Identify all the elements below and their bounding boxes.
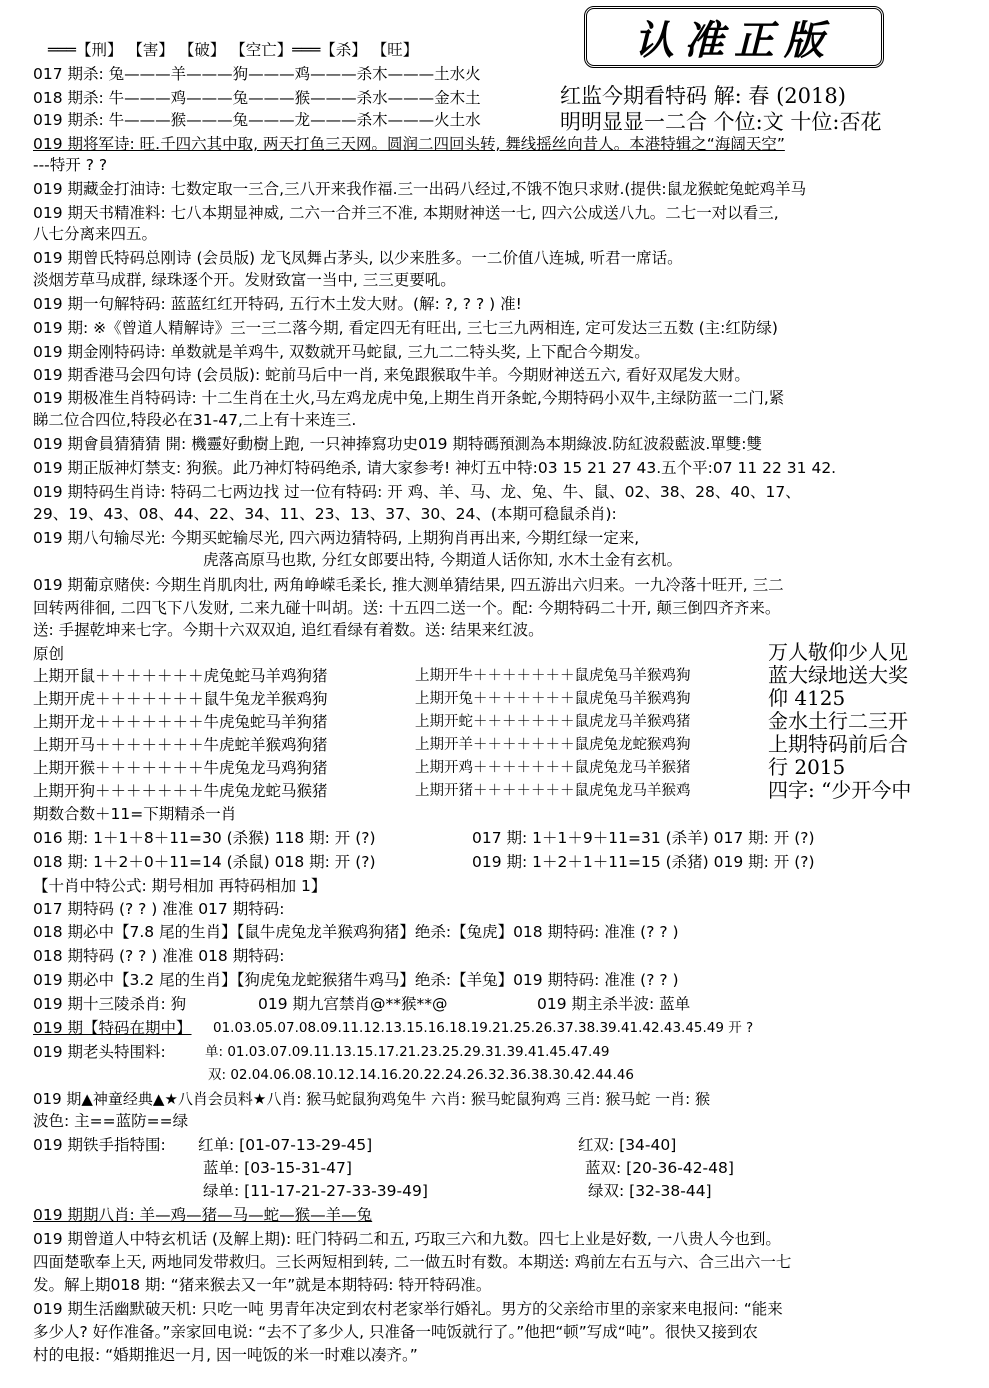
text-line: 019 期必中【3.2 尾的生肖】【狗虎兔龙蛇猴猪牛鸡马】绝杀:【羊兔】019 期特码: 准准 (? ? ): [33, 971, 679, 989]
tieshou-red-even: 红双: [34-40]: [578, 1136, 677, 1154]
zodiac-row-right: 上期开牛＋＋＋＋＋＋＋鼠虎兔马羊猴鸡狗: [415, 668, 691, 684]
tieshou-red-odd: 红单: [01-07-13-29-45]: [198, 1136, 373, 1154]
text-line: 019 期曾道人中特玄机话 (及解上期): 旺门特码二和五, 巧取三六和九数。四七上业是好数, 一八贵人今也到。: [33, 1230, 781, 1248]
text-line: 29、19、43、08、44、22、34、11、23、13、37、30、24、(本期可稳鼠杀肖):: [33, 505, 617, 523]
special-numbers: 01.03.05.07.08.09.11.12.13.15.16.18.19.21.25.26.37.38.39.41.42.43.45.49 开 ?: [213, 1020, 754, 1036]
special-label: 019 期【特码在期中】: [33, 1019, 192, 1037]
text-line: 019 期會員猜猜猜 開: 機靈好動樹上跑, 一只神捧寫功史019 期特碼預測為本期綠波.防紅波殺藍波.單雙:雙: [33, 435, 763, 453]
zodiac-row-right: 上期开鸡＋＋＋＋＋＋＋鼠虎兔龙马羊猴猪: [415, 760, 691, 776]
bazhao-line: 019 期期八肖: 羊—鸡—猪—马—蛇—猴—羊—兔: [33, 1206, 373, 1224]
text-line: 原创: [33, 645, 65, 663]
tieshou-blue-even: 蓝双: [20-36-42-48]: [585, 1159, 734, 1177]
text-line: 019 期曾氏特码总刚诗 (会员版) 龙飞凤舞占茅头, 以少来胜多。一二价值八连城, 听君一席话。: [33, 249, 683, 267]
text-line: 019 期天书精准料: 七八本期显神威, 二六一合并三不准, 本期财神送一七, 四六公成送八九。二七一对以看三,: [33, 204, 779, 222]
zodiac-row-left: 上期开狗＋＋＋＋＋＋＋牛虎兔龙蛇马猴猪: [33, 782, 328, 800]
tieshou-green-odd: 绿单: [11-17-21-27-33-39-49]: [203, 1182, 428, 1200]
formula-row: 017 期: 1＋1＋9＋11=31 (杀羊) 017 期: 开 (?): [472, 829, 815, 847]
text-line: ---特开 ? ?: [33, 156, 108, 174]
text-line: 019 期金刚特码诗: 单数就是羊鸡牛, 双数就开马蛇鼠, 三九二二特头奖, 上下配合今期发。: [33, 343, 650, 361]
kill-row: 018 期杀: 牛———鸡———兔———猴———杀水———金木土: [33, 89, 481, 107]
text-line: 019 期特码生肖诗: 特码二七两边找 过一位有特码: 开 鸡、羊、马、龙、兔、牛、鼠、02、38、28、40、17、: [33, 483, 801, 501]
text-line: 村的电报: “婚期推迟一月, 因一吨饭的米一时难以凑齐。”: [33, 1346, 418, 1364]
text-line: 019 期藏金打油诗: 七数定取一三合,三八开来我作福.三一出码八经过,不饿不饱只求财.(提供:鼠龙猴蛇兔蛇鸡羊马: [33, 180, 807, 198]
side-note: 万人敬仰少人见: [768, 640, 908, 664]
text-line: 019 期香港马会四句诗 (会员版): 蛇前马后中一肖, 来兔跟猴取牛羊。今期财神送五六, 看好双尾发大财。: [33, 366, 750, 384]
text-line: 四面楚歌奉上天, 两地同发带救归。三长两短相到转, 二一做五时有数。本期送: 鸡前左右五与六、合三出六一七: [33, 1253, 792, 1271]
text-line: 虎落高原马也欺, 分红女郎要出特, 今期道人话你知, 水木土金有玄机。: [203, 551, 683, 569]
text-line: 019 期葡京赌侠: 今期生肖肌肉壮, 两角峥嵘毛柔长, 推大测单猜结果, 四五游出六归来。一九冷落十旺开, 三二: [33, 576, 784, 594]
table-header: ═══【刑】 【害】 【破】 【空亡】═══【杀】 【旺】: [48, 41, 419, 59]
zodiac-row-left: 上期开鼠＋＋＋＋＋＋＋虎兔蛇马羊鸡狗猪: [33, 667, 328, 685]
text-line: 019 期▲神童经典▲★八肖会员料★八肖: 猴马蛇鼠狗鸡兔牛 六肖: 猴马蛇鼠狗鸡 三肖: 猴马蛇 一肖: 猴: [33, 1090, 710, 1108]
text-line: 019 期八句输尽光: 今期买蛇输尽光, 四六两边猜特码, 上期狗肖再出来, 今期红绿一定来,: [33, 529, 640, 547]
kill-tip: 019 期主杀半波: 蓝单: [537, 995, 691, 1013]
text-line: 019 期生活幽默破天机: 只吃一吨 男青年决定到农村老家举行婚礼。男方的父亲给市里的亲家来电报问: “能来: [33, 1300, 783, 1318]
side-note: 金水土行二三开: [768, 709, 908, 733]
zodiac-row-left: 上期开猴＋＋＋＋＋＋＋牛虎兔龙马鸡狗猪: [33, 759, 328, 777]
zodiac-row-right: 上期开猪＋＋＋＋＋＋＋鼠虎兔龙马羊猴鸡: [415, 783, 691, 799]
zodiac-row-right: 上期开羊＋＋＋＋＋＋＋鼠虎兔龙蛇猴鸡狗: [415, 737, 691, 753]
text-line: 送: 手握乾坤来七字。今期十六双双迫, 追红看绿有着数。送: 结果来红波。: [33, 621, 544, 639]
zodiac-row-right: 上期开兔＋＋＋＋＋＋＋鼠虎兔马羊猴鸡狗: [415, 691, 691, 707]
text-line: 019 期正版神灯禁支: 狗猴。此乃神灯特码绝杀, 请大家参考! 神灯五中特:03 15 21 27 43.五个平:07 11 22 31 42.: [33, 459, 837, 477]
text-line: 回转两徘徊, 二四飞下八发财, 二来九碰十叫胡。送: 十五四二送一个。配: 今期特码二十开, 颠三倒四齐齐来。: [33, 599, 781, 617]
text-line: 018 期必中【7.8 尾的生肖】【鼠牛虎兔龙羊猴鸡狗猪】绝杀:【兔虎】018 期特码: 准准 (? ? ): [33, 923, 679, 941]
header-note-2: 明明显显一二合 个位:文 十位:否花: [560, 110, 882, 134]
zodiac-row-right: 上期开蛇＋＋＋＋＋＋＋鼠虎龙马羊猴鸡猪: [415, 714, 691, 730]
text-line: 睇二位合四位,特段必在31-47,二上有十来连三.: [33, 411, 357, 429]
text-line: 多少人? 好作准备。”亲家回电说: “去不了多少人, 只准备一吨饭就行了。”他把“顿”写成“吨”。很快又接到农: [33, 1323, 758, 1341]
kill-tip: 019 期九宫禁肖@**猴**@: [258, 995, 448, 1013]
side-note: 四字: “少开今中: [768, 778, 912, 802]
side-note: 蓝大绿地送大奖: [768, 663, 908, 687]
side-note: 行 2015: [768, 755, 846, 779]
laotou-even: 双: 02.04.06.08.10.12.14.16.20.22.24.26.32.36.38.30.42.44.46: [208, 1067, 634, 1083]
text-line: 【十肖中特公式: 期号相加 再特码相加 1】: [33, 877, 327, 895]
tieshou-blue-odd: 蓝单: [03-15-31-47]: [203, 1159, 352, 1177]
laotou-label: 019 期老头特围料:: [33, 1043, 166, 1061]
text-line: 019 期将军诗: 旺.千四六其中取, 两天打鱼三天网。圆润二四回头转, 舞线摇丝向昔人。本港特辑之“海阔天空”: [33, 135, 785, 153]
side-note: 仰 4125: [768, 686, 846, 710]
side-note: 上期特码前后合: [768, 732, 908, 756]
text-line: 波色: 主==蓝防==绿: [33, 1112, 189, 1130]
zodiac-row-left: 上期开虎＋＋＋＋＋＋＋鼠牛兔龙羊猴鸡狗: [33, 690, 328, 708]
kill-row: 019 期杀: 牛———猴———兔———龙———杀木———火土水: [33, 111, 481, 129]
formula-title: 期数合数＋11=下期精杀一肖: [33, 805, 237, 823]
laotou-odd: 单: 01.03.07.09.11.13.15.17.21.23.25.29.31.39.41.45.47.49: [205, 1044, 610, 1060]
zodiac-row-left: 上期开马＋＋＋＋＋＋＋牛虎蛇羊猴鸡狗猪: [33, 736, 328, 754]
authentic-stamp: 认准正版: [584, 6, 884, 68]
text-line: 018 期特码 (? ? ) 准准 018 期特码:: [33, 947, 285, 965]
text-line: 八七分离来四五。: [33, 225, 158, 243]
text-line: 019 期一句解特码: 蓝蓝红红开特码, 五行木土发大财。(解: ?, ? ? ) 准!: [33, 295, 522, 313]
text-line: 017 期特码 (? ? ) 准准 017 期特码:: [33, 900, 285, 918]
text-line: 019 期极准生肖特码诗: 十二生肖在土火,马左鸡龙虎中兔,上期生肖开条蛇,今期特码小双牛,主绿防蓝一二门,紧: [33, 389, 785, 407]
kill-row: 017 期杀: 兔———羊———狗———鸡———杀木———土水火: [33, 65, 481, 83]
text-line: 发。解上期018 期: “猪来猴去又一年”就是本期特码: 特开特码准。: [33, 1276, 492, 1294]
formula-row: 016 期: 1＋1＋8＋11=30 (杀猴) 118 期: 开 (?): [33, 829, 376, 847]
formula-row: 018 期: 1＋2＋0＋11=14 (杀鼠) 018 期: 开 (?): [33, 853, 376, 871]
text-line: 019 期: ※《曾道人精解诗》三一三二落今期, 看定四无有旺出, 三七三九两相连, 定可发达三五数 (主:红防绿): [33, 319, 778, 337]
zodiac-row-left: 上期开龙＋＋＋＋＋＋＋牛虎兔蛇马羊狗猪: [33, 713, 328, 731]
kill-tip: 019 期十三陵杀肖: 狗: [33, 995, 187, 1013]
header-note-1: 红监今期看特码 解: 春 (2018): [560, 84, 846, 108]
tieshou-green-even: 绿双: [32-38-44]: [588, 1182, 712, 1200]
text-line: 淡烟芳草马成群, 绿珠逐个开。发财致富一当中, 三三更要吼。: [33, 271, 456, 289]
formula-row: 019 期: 1＋2＋1＋11=15 (杀猪) 019 期: 开 (?): [472, 853, 815, 871]
tieshou-label: 019 期铁手指特围:: [33, 1136, 166, 1154]
